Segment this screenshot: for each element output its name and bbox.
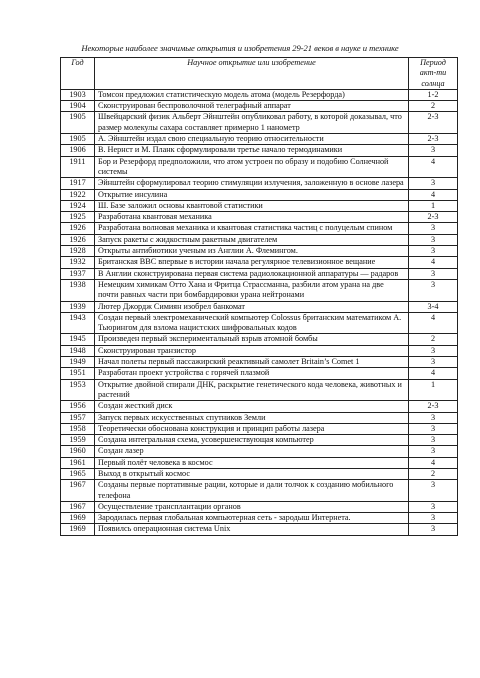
event-cell: Создан лазер: [95, 446, 409, 457]
table-row: [61, 468, 458, 479]
year-cell: 1928: [61, 246, 95, 257]
year-cell: 1969: [61, 524, 95, 535]
year-cell: 1961: [61, 457, 95, 468]
table-row: [61, 178, 458, 189]
year-cell: 1949: [61, 357, 95, 368]
period-cell: 3: [409, 513, 458, 524]
period-cell: 1: [409, 200, 458, 211]
year-cell: 1937: [61, 268, 95, 279]
year-cell: 1958: [61, 423, 95, 434]
event-cell: Разработана квантовая механика: [95, 212, 409, 223]
event-cell: Лютер Джордж Симиян изобрел банкомат: [95, 301, 409, 312]
event-cell: Начал полеты первый пассажирский реактивный самолет Britain’s Comet 1: [95, 357, 409, 368]
event-cell: Бор и Резерфорд предположили, что атом устроен по образу и подобию Солнечной системы: [95, 156, 409, 178]
event-cell: Выход в открытый космос: [95, 468, 409, 479]
table-row: [61, 480, 458, 502]
period-cell: 2-3: [409, 401, 458, 412]
table-row: [61, 357, 458, 368]
year-cell: 1951: [61, 368, 95, 379]
event-cell: Теоретически обоснована конструкция и принцип работы лазера: [95, 423, 409, 434]
table-row: [61, 212, 458, 223]
table-row: [61, 156, 458, 178]
table-row: [61, 513, 458, 524]
table-row: [61, 345, 458, 356]
year-cell: 1905: [61, 134, 95, 145]
table-header-row: [61, 58, 458, 90]
event-cell: Разработана волновая механика и квантовая статистика частиц с полуцелым спином: [95, 223, 409, 234]
event-cell: Создан жесткий диск: [95, 401, 409, 412]
table-row: [61, 457, 458, 468]
period-cell: 3: [409, 357, 458, 368]
period-cell: 3: [409, 524, 458, 535]
period-cell: 2: [409, 468, 458, 479]
year-cell: 1906: [61, 145, 95, 156]
event-cell: Немецким химикам Отто Хана и Фритца Страссманна, разбили атом урана на две почти равных части при бомбардировки урана нейтронами: [95, 279, 409, 301]
year-cell: 1967: [61, 480, 95, 502]
table-row: [61, 145, 458, 156]
event-cell: В Англии сконструирована первая система радиолокационной аппаратуры — радаров: [95, 268, 409, 279]
year-cell: 1926: [61, 223, 95, 234]
event-cell: Сконструирован транзистор: [95, 345, 409, 356]
period-cell: 3: [409, 246, 458, 257]
event-cell: Появилсь операционная система Unix: [95, 524, 409, 535]
period-cell: 2-3: [409, 134, 458, 145]
year-cell: 1959: [61, 435, 95, 446]
table-row: [61, 379, 458, 401]
table-row: [61, 89, 458, 100]
period-cell: 4: [409, 457, 458, 468]
year-cell: 1917: [61, 178, 95, 189]
table-row: [61, 101, 458, 112]
event-cell: Ш. Базе заложил основы квантовой статистики: [95, 200, 409, 211]
period-cell: 3: [409, 234, 458, 245]
year-cell: 1965: [61, 468, 95, 479]
year-cell: 1943: [61, 312, 95, 334]
event-cell: Томсон предложил статистическую модель атома (модель Резерфорда): [95, 89, 409, 100]
year-cell: 1953: [61, 379, 95, 401]
event-cell: Эйнштейн сформулировал теорию стимуляции излучения, заложенную в основе лазера: [95, 178, 409, 189]
period-cell: 3: [409, 145, 458, 156]
period-cell: 4: [409, 189, 458, 200]
table-row: [61, 223, 458, 234]
table-row: [61, 423, 458, 434]
period-cell: 2-3: [409, 112, 458, 134]
period-cell: 3: [409, 480, 458, 502]
year-cell: 1938: [61, 279, 95, 301]
table-row: [61, 257, 458, 268]
event-cell: Произведен первый экспериментальный взрыв атомной бомбы: [95, 334, 409, 345]
period-cell: 1-2: [409, 89, 458, 100]
table-row: [61, 301, 458, 312]
year-cell: 1911: [61, 156, 95, 178]
table-row: [61, 234, 458, 245]
period-cell: 2: [409, 101, 458, 112]
period-cell: 2: [409, 334, 458, 345]
table-row: [61, 268, 458, 279]
period-cell: 3-4: [409, 301, 458, 312]
event-cell: Созданы первые портативные рации, которые и дали толчок к созданию мобильного телефона: [95, 480, 409, 502]
year-cell: 1967: [61, 501, 95, 512]
event-cell: Открытие двойной спирали ДНК, раскрытие генетического кода человека, животных и растений: [95, 379, 409, 401]
year-cell: 1932: [61, 257, 95, 268]
table-row: [61, 401, 458, 412]
table-row: [61, 189, 458, 200]
period-cell: 3: [409, 268, 458, 279]
table-row: [61, 435, 458, 446]
period-cell: 4: [409, 312, 458, 334]
event-cell: Открытие инсулина: [95, 189, 409, 200]
event-cell: Запуск первых искусственных спутников Земли: [95, 412, 409, 423]
event-cell: Швейцарский физик Альберт Эйнштейн опубликовал работу, в которой доказывал, что размер молекулы сахара составляет примерно 1 нанометр: [95, 112, 409, 134]
year-cell: 1960: [61, 446, 95, 457]
period-cell: 1: [409, 379, 458, 401]
year-cell: 1969: [61, 513, 95, 524]
period-cell: 2-3: [409, 212, 458, 223]
year-cell: 1956: [61, 401, 95, 412]
year-cell: 1925: [61, 212, 95, 223]
period-cell: 3: [409, 345, 458, 356]
discoveries-table: [60, 57, 458, 536]
table-row: [61, 368, 458, 379]
table-row: [61, 312, 458, 334]
header-year: Год: [61, 58, 95, 90]
period-cell: 3: [409, 423, 458, 434]
period-cell: 3: [409, 412, 458, 423]
period-cell: 3: [409, 435, 458, 446]
event-cell: Разработан проект устройства с горячей плазмой: [95, 368, 409, 379]
year-cell: 1905: [61, 112, 95, 134]
event-cell: Зародилась первая глобальная компьютерная сеть - зародыш Интернета.: [95, 513, 409, 524]
table-row: [61, 334, 458, 345]
event-cell: А. Эйнштейн издал свою специальную теорию относительности: [95, 134, 409, 145]
table-row: [61, 412, 458, 423]
period-cell: 3: [409, 178, 458, 189]
year-cell: 1957: [61, 412, 95, 423]
event-cell: Создана интегральная схема, усовершенствующая компьютер: [95, 435, 409, 446]
table-row: [61, 112, 458, 134]
header-event: Научное открытие или изобретение: [95, 58, 409, 90]
year-cell: 1926: [61, 234, 95, 245]
period-cell: 4: [409, 368, 458, 379]
event-cell: Открыты антибиотики ученым из Англии А. Флемингом.: [95, 246, 409, 257]
event-cell: Сконструирован беспроволочной телеграфный аппарат: [95, 101, 409, 112]
year-cell: 1945: [61, 334, 95, 345]
event-cell: Создан первый электромеханический компьютер Colossus британским математиком А. Тьюрингом для взлома нацистских шифровальных кодов: [95, 312, 409, 334]
period-cell: 4: [409, 156, 458, 178]
year-cell: 1904: [61, 101, 95, 112]
table-row: [61, 134, 458, 145]
year-cell: 1903: [61, 89, 95, 100]
event-cell: Запуск ракеты с жидкостным ракетным двигателем: [95, 234, 409, 245]
table-row: [61, 246, 458, 257]
period-cell: 3: [409, 279, 458, 301]
table-caption: Некоторые наиболее значимые открытия и изобретения 29-21 веков в науке и технике: [81, 43, 399, 53]
header-period: Период акт-ти солнца: [409, 58, 458, 90]
table-row: [61, 200, 458, 211]
period-cell: 3: [409, 501, 458, 512]
year-cell: 1924: [61, 200, 95, 211]
table-row: [61, 279, 458, 301]
event-cell: Британская BBC впервые в истории начала регулярное телевизионное вещание: [95, 257, 409, 268]
year-cell: 1939: [61, 301, 95, 312]
event-cell: В. Нернст и М. Планк сформулировали третье начало термодинамики: [95, 145, 409, 156]
year-cell: 1922: [61, 189, 95, 200]
table-row: [61, 524, 458, 535]
event-cell: Первый полёт человека в космос: [95, 457, 409, 468]
event-cell: Осуществление трансплантации органов: [95, 501, 409, 512]
table-row: [61, 446, 458, 457]
table-row: [61, 501, 458, 512]
period-cell: 4: [409, 257, 458, 268]
period-cell: 3: [409, 223, 458, 234]
year-cell: 1948: [61, 345, 95, 356]
period-cell: 3: [409, 446, 458, 457]
